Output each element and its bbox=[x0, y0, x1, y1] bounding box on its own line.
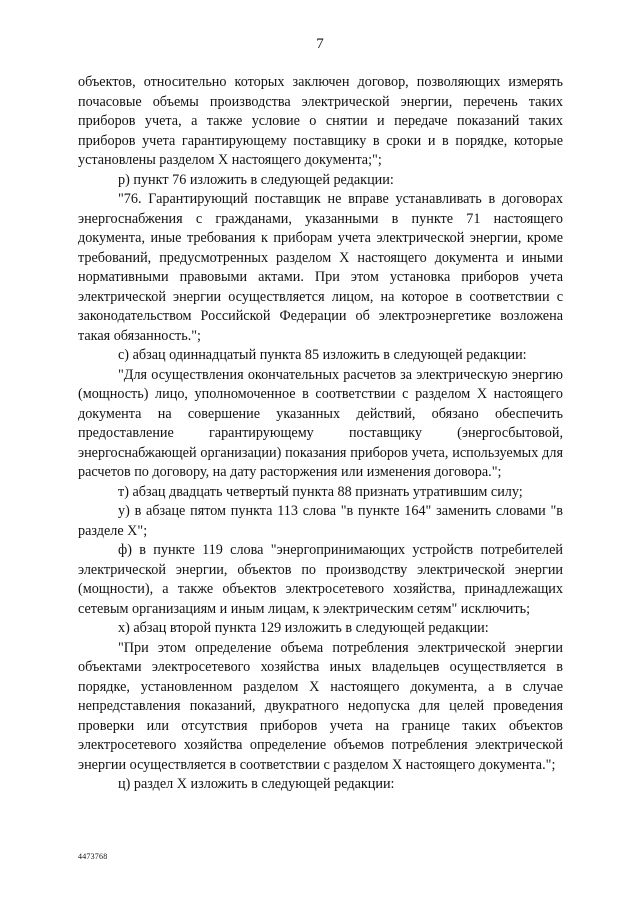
document-id: 4473768 bbox=[78, 852, 108, 861]
page-number: 7 bbox=[316, 36, 324, 52]
document-body bbox=[78, 73, 563, 795]
paragraph-item-u: у) в абзаце пятом пункта 113 слова "в пункте 164" заменить словами "в разделе X"; bbox=[78, 503, 563, 539]
paragraph-item-ts: ц) раздел X изложить в следующей редакции: bbox=[118, 776, 395, 792]
paragraph-item-f: ф) в пункте 119 слова "энергопринимающих устройств потребителей электрической энергии, объектов по производству электрической энергии (мощности), а также объектов электросетевого хозяйства, принадлежащих сетевым организациям и иным лицам, к электрическим сетям" исключить; bbox=[78, 542, 563, 617]
paragraph-quote-85: "Для осуществления окончательных расчетов за электрическую энергию (мощность) лицо, уполномоченное в соответствии с разделом X настоящего документа на совершение указанных действий, обязано обеспечить предоставление гарантирующему поставщику (энергосбытовой, энергоснабжающей организации) показания приборов учета, используемых для расчетов по договору, на дату расторжения или изменения договора."; bbox=[78, 366, 563, 480]
paragraph-item-s: с) абзац одиннадцатый пункта 85 изложить в следующей редакции: bbox=[118, 347, 527, 363]
paragraph-quote-129: "При этом определение объема потребления электрической энергии объектами электросетевого хозяйства иных владельцев осуществляется в порядке, установленном разделом X настоящего документа, а в случае непредставления показаний, двукратного недопуска для целей проведения проверки или отсутствия приборов учета на границе таких объектов электросетевого хозяйства определение объемов потребления электрической энергии осуществляется в соответствии с разделом X настоящего документа."; bbox=[78, 639, 563, 773]
paragraph-item-r: р) пункт 76 изложить в следующей редакции: bbox=[118, 171, 394, 188]
paragraph-item-t: т) абзац двадцать четвертый пункта 88 признать утратившим силу; bbox=[118, 483, 523, 500]
paragraph-quote-76: "76. Гарантирующий поставщик не вправе устанавливать в договорах энергоснабжения с гражданами, указанными в пункте 71 настоящего документа, иные требования к приборам учета электрической энергии, кроме требований, предусмотренных разделом X настоящего документа и иными нормативными правовыми актами. При этом установка приборов учета электрической энергии осуществляется лицом, на которое в соответствии с законодательством Российской Федерации об электроэнергетике возложена такая обязанность."; bbox=[78, 191, 563, 344]
paragraph-continuation: объектов, относительно которых заключен договор, позволяющих измерять почасовые объемы производства электрической энергии, перечень таких приборов учета, а также условие о снятии и передаче показаний таких приборов учета гарантирующему поставщику в сроки и в порядке, которые установлены разделом X настоящего документа;"; bbox=[78, 74, 563, 168]
paragraph-item-kh: х) абзац второй пункта 129 изложить в следующей редакции: bbox=[118, 620, 489, 636]
